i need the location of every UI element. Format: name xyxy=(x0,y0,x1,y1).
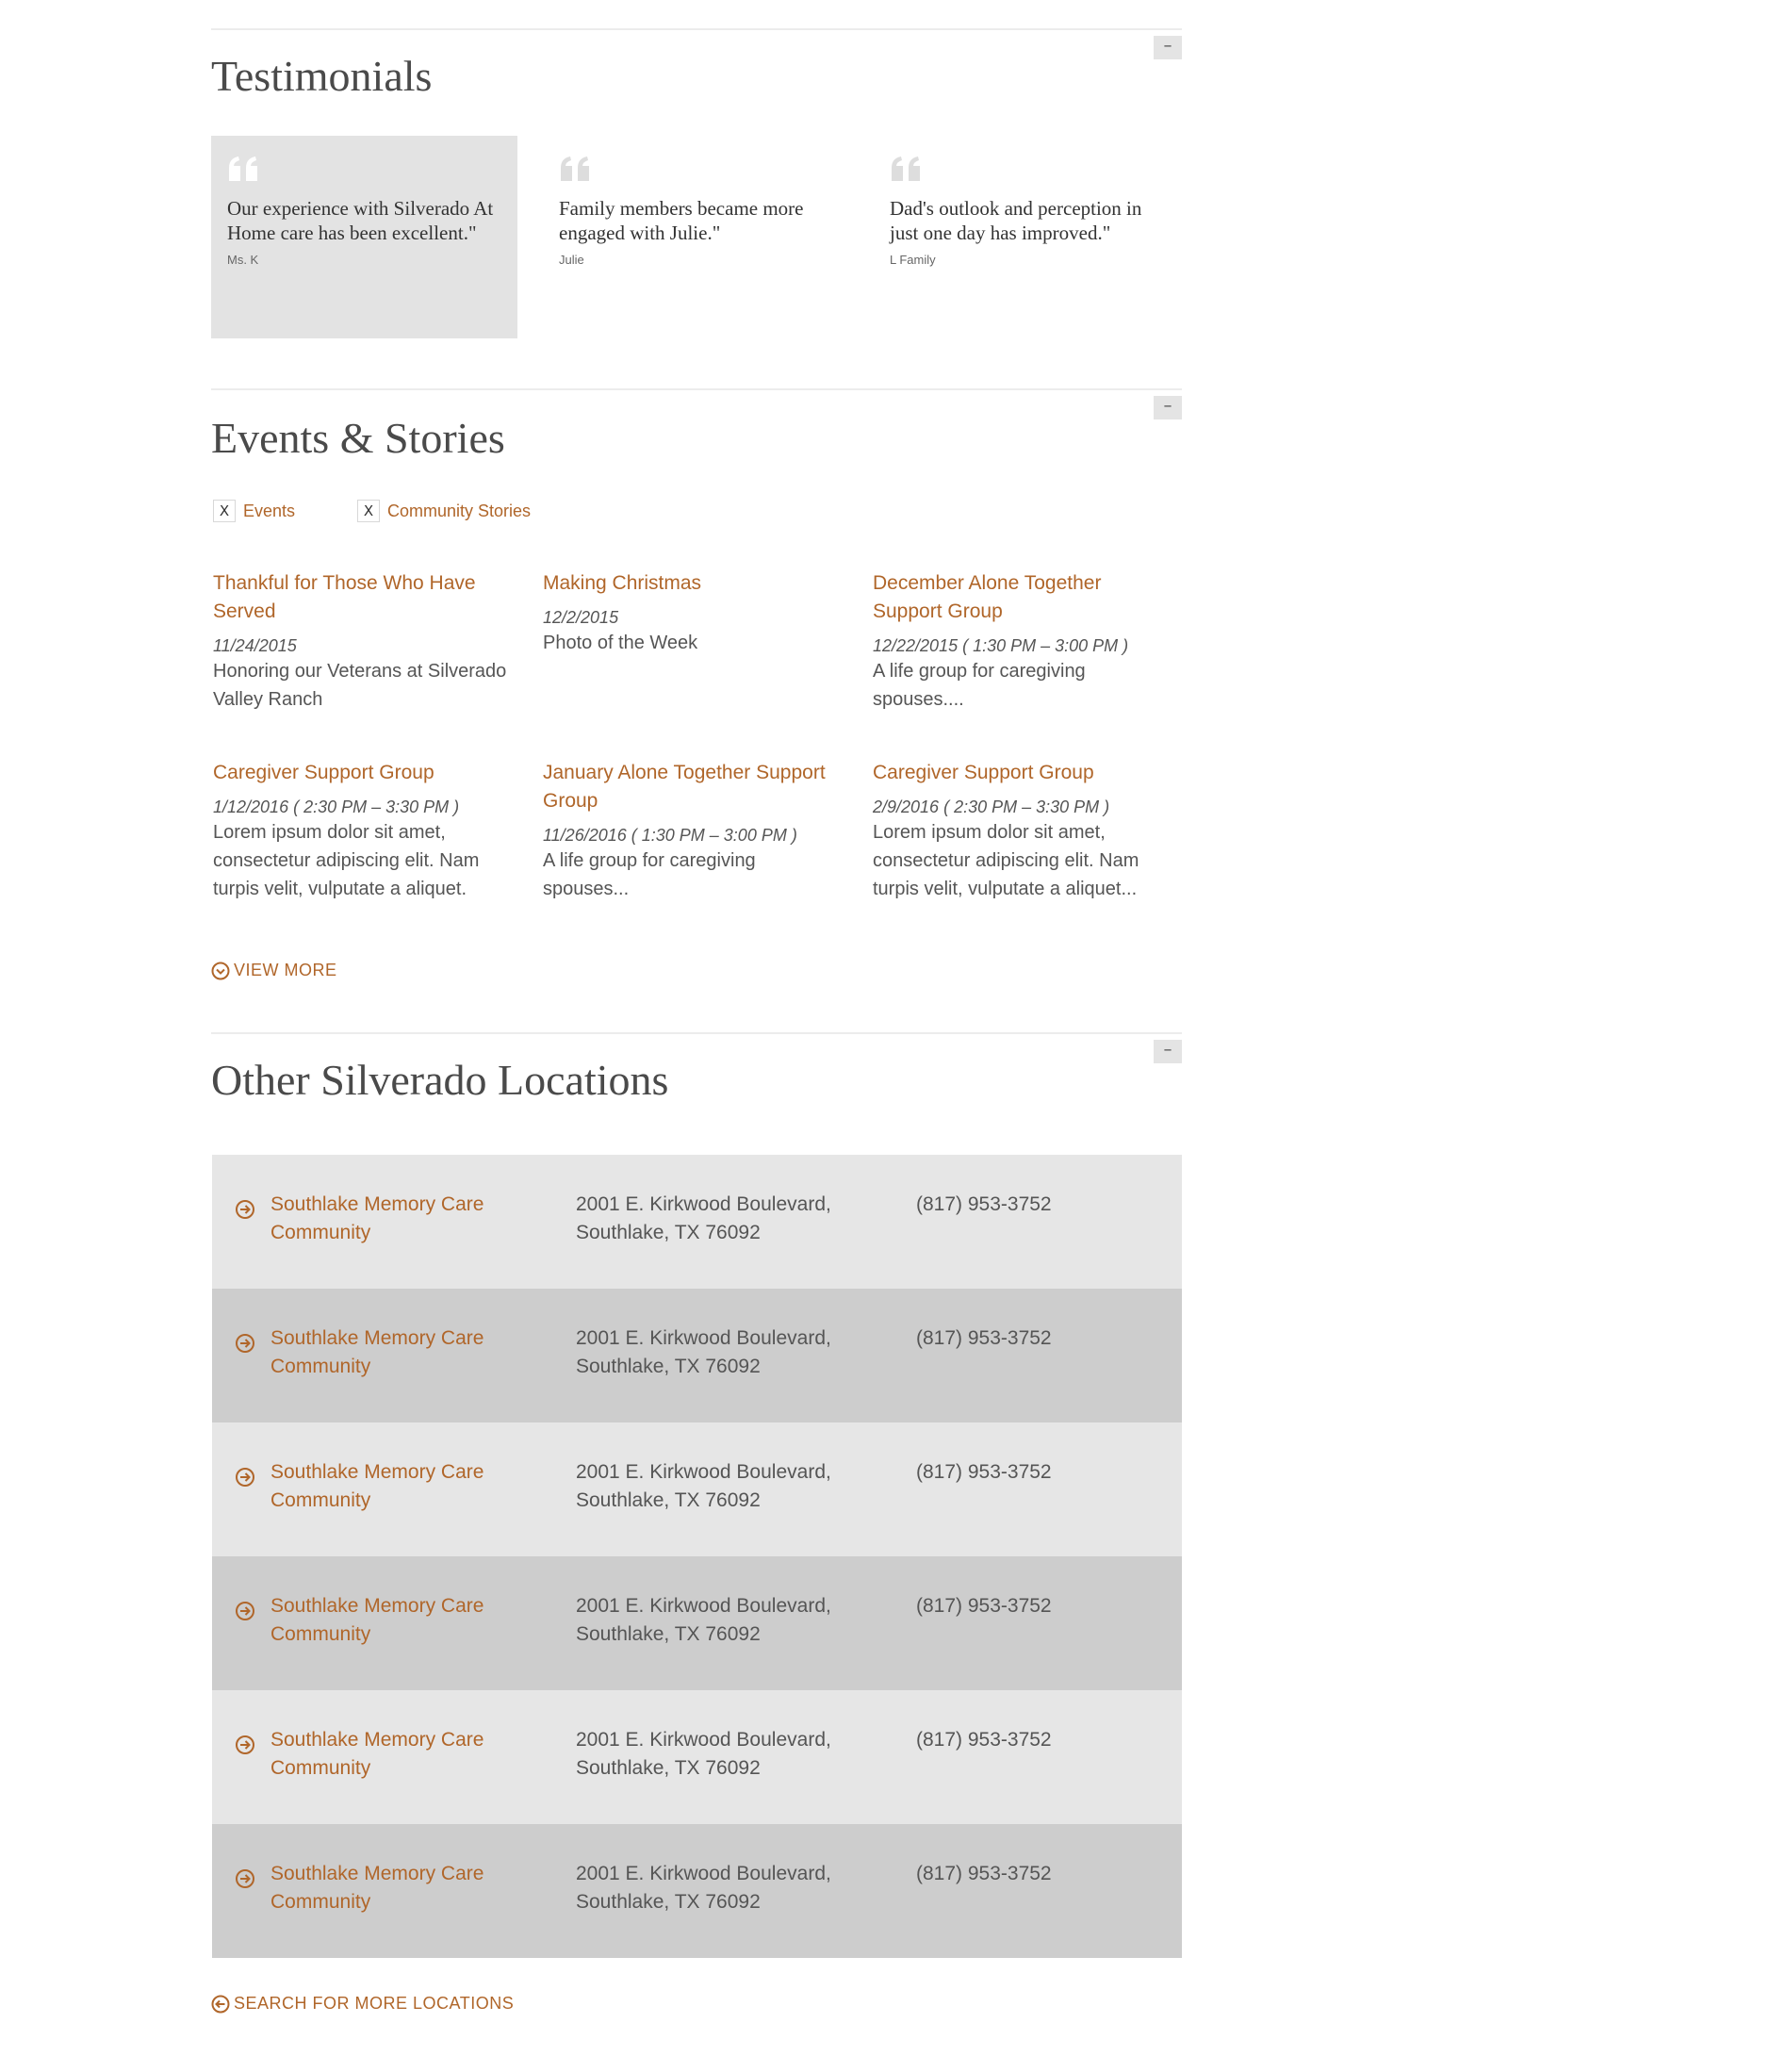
location-name-link[interactable]: Southlake Memory Care Community xyxy=(270,1863,484,1913)
event-title-link[interactable]: Caregiver Support Group xyxy=(213,762,434,783)
filter-events-checkbox[interactable]: X xyxy=(213,500,236,522)
testimonial-card[interactable] xyxy=(211,136,517,338)
event-item xyxy=(213,569,513,714)
search-more-locations-label[interactable]: SEARCH FOR MORE LOCATIONS xyxy=(234,1994,515,2013)
event-title-link[interactable]: December Alone Together Support Group xyxy=(873,572,1102,622)
view-more-label[interactable]: VIEW MORE xyxy=(234,961,337,979)
testimonials-section xyxy=(211,28,1182,388)
arrow-circle-left-icon xyxy=(211,1995,230,2014)
view-more-link[interactable] xyxy=(211,961,337,980)
event-description: A life group for caregiving spouses... xyxy=(543,850,756,899)
location-address: 2001 E. Kirkwood Boulevard, Southlake, TX 76092 xyxy=(576,1461,831,1511)
event-date: 12/22/2015 ( 1:30 PM – 3:00 PM ) xyxy=(873,636,1129,655)
event-description: Lorem ipsum dolor sit amet, consectetur adipiscing elit. Nam turpis velit, vulputate a aliquet... xyxy=(873,822,1139,899)
locations-section xyxy=(211,1032,1182,2071)
arrow-circle-right-icon[interactable] xyxy=(235,1199,255,1220)
location-phone: (817) 953-3752 xyxy=(916,1863,1052,1884)
location-address: 2001 E. Kirkwood Boulevard, Southlake, TX 76092 xyxy=(576,1863,831,1913)
events-title: Events & Stories xyxy=(211,414,505,462)
event-item xyxy=(873,569,1172,714)
quote-icon xyxy=(559,155,593,183)
location-phone: (817) 953-3752 xyxy=(916,1327,1052,1349)
location-row xyxy=(212,1690,1182,1824)
location-address: 2001 E. Kirkwood Boulevard, Southlake, TX 76092 xyxy=(576,1327,831,1377)
testimonial-author: Ms. K xyxy=(227,253,259,267)
arrow-circle-right-icon[interactable] xyxy=(235,1868,255,1889)
filter-community-stories-label[interactable]: Community Stories xyxy=(387,501,532,520)
testimonial-card[interactable] xyxy=(543,136,849,338)
filter-events-label[interactable]: Events xyxy=(243,501,296,520)
location-row xyxy=(212,1824,1182,1958)
location-name-link[interactable]: Southlake Memory Care Community xyxy=(270,1327,484,1377)
testimonial-card[interactable] xyxy=(874,136,1180,338)
location-name-link[interactable]: Southlake Memory Care Community xyxy=(270,1193,484,1243)
locations-collapse-button[interactable]: – xyxy=(1154,1040,1182,1063)
quote-icon xyxy=(890,155,924,183)
testimonials-list xyxy=(211,136,1182,338)
location-row xyxy=(212,1289,1182,1422)
arrow-circle-right-icon[interactable] xyxy=(235,1333,255,1354)
arrow-circle-right-icon[interactable] xyxy=(235,1735,255,1755)
testimonial-author: Julie xyxy=(559,253,584,267)
locations-table xyxy=(212,1155,1182,1958)
event-description: Lorem ipsum dolor sit amet, consectetur adipiscing elit. Nam turpis velit, vulputate a aliquet. xyxy=(213,822,480,899)
location-name-link[interactable]: Southlake Memory Care Community xyxy=(270,1461,484,1511)
event-date: 2/9/2016 ( 2:30 PM – 3:30 PM ) xyxy=(873,798,1110,816)
event-item xyxy=(543,569,843,657)
location-address: 2001 E. Kirkwood Boulevard, Southlake, TX 76092 xyxy=(576,1193,831,1243)
location-phone: (817) 953-3752 xyxy=(916,1729,1052,1751)
testimonial-quote: Our experience with Silverado At Home care has been excellent." xyxy=(227,197,494,244)
location-row xyxy=(212,1422,1182,1556)
location-name-link[interactable]: Southlake Memory Care Community xyxy=(270,1595,484,1645)
search-more-locations-link[interactable] xyxy=(211,1994,514,2014)
location-name-link[interactable]: Southlake Memory Care Community xyxy=(270,1729,484,1779)
event-title-link[interactable]: Caregiver Support Group xyxy=(873,762,1094,783)
event-title-link[interactable]: Making Christmas xyxy=(543,572,702,594)
location-row xyxy=(212,1556,1182,1690)
event-description: Honoring our Veterans at Silverado Valley Ranch xyxy=(213,661,507,710)
arrow-circle-right-icon[interactable] xyxy=(235,1467,255,1488)
testimonial-quote: Family members became more engaged with Julie." xyxy=(559,197,804,244)
location-row xyxy=(212,1155,1182,1289)
location-phone: (817) 953-3752 xyxy=(916,1595,1052,1617)
testimonial-quote: Dad's outlook and perception in just one day has improved." xyxy=(890,197,1142,244)
chevron-circle-down-icon xyxy=(211,962,230,980)
event-item xyxy=(873,759,1172,903)
testimonials-collapse-button[interactable]: – xyxy=(1154,36,1182,59)
event-title-link[interactable]: January Alone Together Support Group xyxy=(543,762,826,812)
event-description: Photo of the Week xyxy=(543,633,698,653)
location-phone: (817) 953-3752 xyxy=(916,1461,1052,1483)
location-address: 2001 E. Kirkwood Boulevard, Southlake, TX 76092 xyxy=(576,1595,831,1645)
event-date: 12/2/2015 xyxy=(543,608,619,627)
location-phone: (817) 953-3752 xyxy=(916,1193,1052,1215)
event-description: A life group for caregiving spouses.... xyxy=(873,661,1086,710)
filter-community-stories[interactable] xyxy=(357,500,531,522)
filter-community-stories-checkbox[interactable]: X xyxy=(357,500,380,522)
event-title-link[interactable]: Thankful for Those Who Have Served xyxy=(213,572,476,622)
events-section xyxy=(211,388,1182,1031)
event-date: 11/24/2015 xyxy=(213,636,297,655)
location-address: 2001 E. Kirkwood Boulevard, Southlake, TX 76092 xyxy=(576,1729,831,1779)
arrow-circle-right-icon[interactable] xyxy=(235,1601,255,1621)
filter-events[interactable] xyxy=(213,500,295,522)
event-item xyxy=(213,759,513,903)
quote-icon xyxy=(227,155,261,183)
locations-title: Other Silverado Locations xyxy=(211,1056,669,1104)
testimonials-title: Testimonials xyxy=(211,52,433,100)
event-item xyxy=(543,759,843,903)
event-date: 11/26/2016 ( 1:30 PM – 3:00 PM ) xyxy=(543,826,797,845)
events-collapse-button[interactable]: – xyxy=(1154,396,1182,419)
event-date: 1/12/2016 ( 2:30 PM – 3:30 PM ) xyxy=(213,798,460,816)
testimonial-author: L Family xyxy=(890,253,936,267)
